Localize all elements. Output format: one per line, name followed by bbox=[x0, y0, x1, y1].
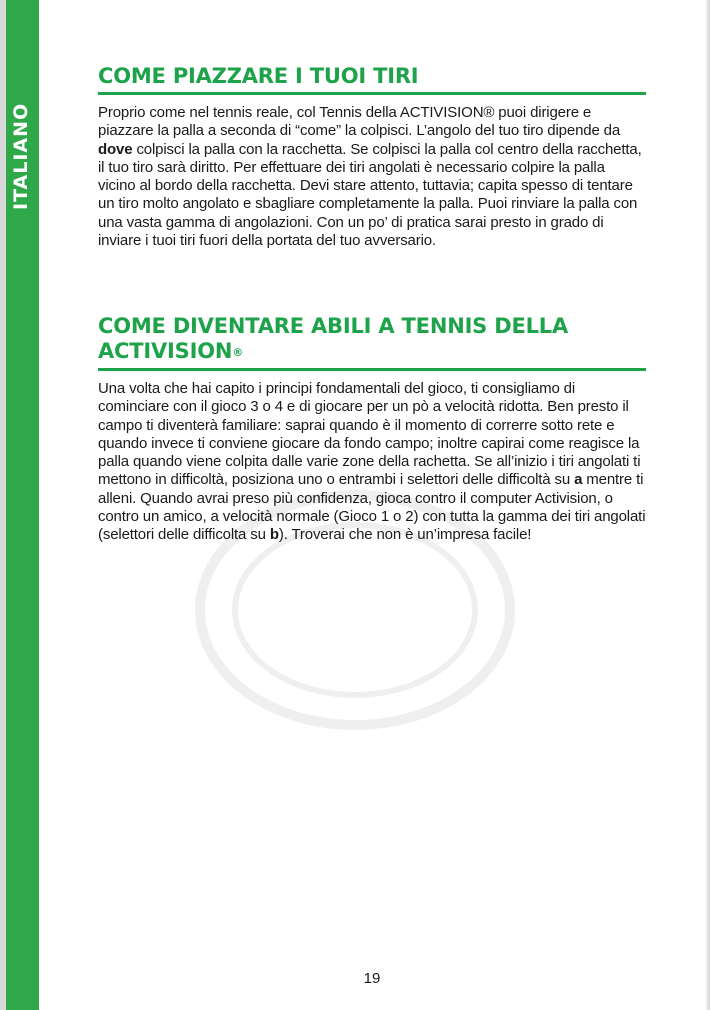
section-paragraph bbox=[98, 104, 646, 250]
emphasis-text: dove bbox=[98, 140, 133, 158]
paragraph-text: Proprio come nel tennis reale, col Tennis della ACTIVISION® puoi dirigere e piazzare la palla a seconda di “come” la colpisci. L’angolo del tuo tiro dipende da bbox=[98, 104, 621, 140]
registered-mark: ® bbox=[232, 346, 244, 359]
paragraph-text: Una volta che hai capito i principi fondamentali del gioco, ti consigliamo di cominciare con il gioco 3 o 4 e di giocare per un pò a velocità ridotta. Ben presto il campo ti diventerà familiare: saprai quando è il momento di correrre sotto rete e quando invece ti conviene giocare da fondo campo; inoltre capirai come reagisce la palla quando viene colpita dalle varie zone della rachetta. Se all’inizio i tiri angolati ti mettono in difficoltà, posiziona uno o entrambi i selettori delle difficoltà su bbox=[98, 380, 641, 489]
emphasis-text: b bbox=[269, 526, 279, 544]
paragraph-text: colpisci la palla con la racchetta. Se colpisci la palla col centro della racchetta, il tuo tiro sarà diritto. Per effettuare dei tiri angolati è necessario colpire la palla vicino al bordo della racchetta. Devi stare attento, tuttavia; capita spesso di tentare un tiro molto angolato e sbagliare completamente la palla. Puoi rinviare la palla con una vasta gamma di angolazioni. Con un po’ di pratica sarai presto in grado di inviare i tuoi tiri fuori della portata del tuo avversario. bbox=[98, 140, 642, 250]
paragraph-text: ). Troverai che non è un’impresa facile! bbox=[278, 526, 532, 544]
language-side-band bbox=[6, 0, 39, 1010]
heading-text: COME DIVENTARE ABILI A TENNIS DELLA ACTIVISION bbox=[98, 314, 569, 363]
section-skill-tips bbox=[98, 314, 646, 545]
paragraph-text: mentre ti alleni. Quando avrai preso più confidenza, gioca contro il computer Activision, o contro un amico, a velocità normale (Gioco 1 o 2) con tutta la gamma dei tiri angolati (selettori delle difficolta su bbox=[98, 471, 646, 544]
section-paragraph bbox=[98, 380, 646, 545]
section-heading: COME PIAZZARE I TUOI TIRI bbox=[98, 64, 646, 95]
section-shot-placement bbox=[98, 64, 646, 250]
section-heading bbox=[98, 314, 646, 371]
language-label: ITALIANO bbox=[10, 102, 32, 210]
emphasis-text: a bbox=[574, 471, 583, 489]
page-edge-right bbox=[706, 0, 710, 1010]
page-number: 19 bbox=[363, 970, 381, 987]
